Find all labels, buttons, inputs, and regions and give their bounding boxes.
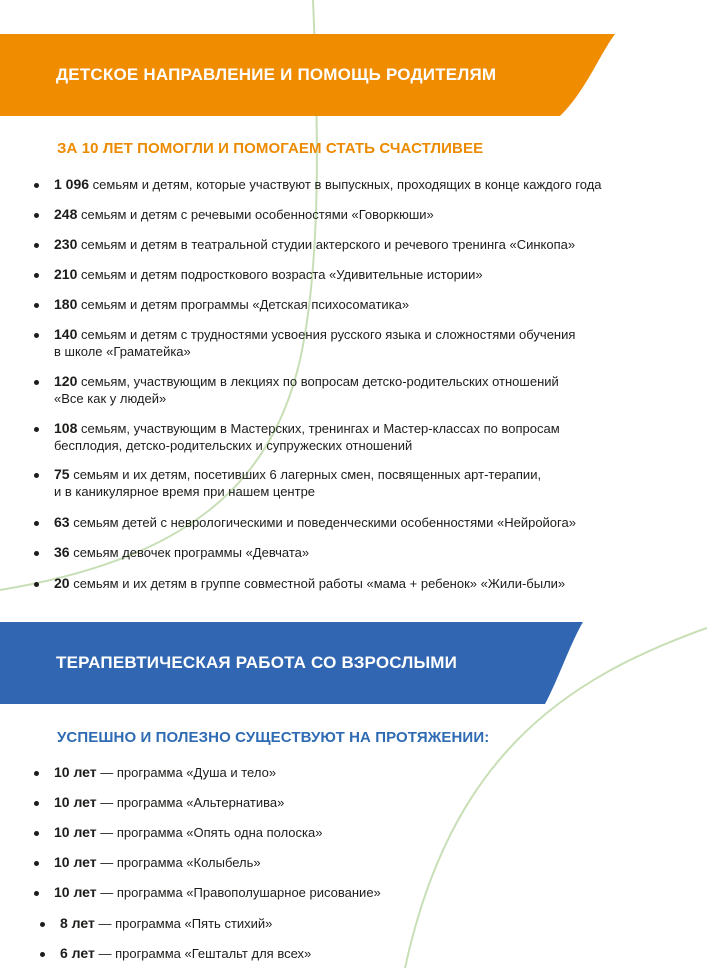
bullet-icon — [34, 473, 39, 478]
item-duration: 8 лет — [60, 915, 95, 931]
item-count: 1 096 — [54, 176, 90, 192]
item-text: семьям и детям с трудностями усвоения русского языка и сложностями обучения — [77, 327, 576, 342]
bullet-icon — [34, 861, 39, 866]
item-count: 75 — [54, 466, 70, 482]
bullet-icon — [34, 582, 39, 587]
item-text: — программа «Душа и тело» — [96, 765, 277, 780]
item-count: 210 — [54, 266, 78, 282]
bullet-icon — [40, 922, 45, 927]
item-duration: 10 лет — [54, 794, 97, 810]
item-count: 230 — [54, 236, 78, 252]
item-count: 108 — [54, 420, 78, 436]
bullet-icon — [34, 801, 39, 806]
children-subtitle: ЗА 10 ЛЕТ ПОМОГЛИ И ПОМОГАЕМ СТАТЬ СЧАСТЛИВЕЕ — [57, 140, 484, 157]
item-text-continuation: в школе «Граматейка» — [54, 344, 191, 359]
item-duration: 6 лет — [60, 945, 95, 961]
adults-subtitle: УСПЕШНО И ПОЛЕЗНО СУЩЕСТВУЮТ НА ПРОТЯЖЕНИИ: — [57, 729, 490, 746]
item-text: — программа «Колыбель» — [96, 855, 261, 870]
item-duration: 10 лет — [54, 884, 97, 900]
item-text: — программа «Опять одна полоска» — [96, 825, 323, 840]
item-text: семьям, участвующим в Мастерских, тренингах и Мастер-классах по вопросам — [77, 421, 560, 436]
item-text: семьям девочек программы «Девчата» — [69, 545, 310, 560]
item-text: — программа «Пять стихий» — [94, 916, 273, 931]
bullet-icon — [34, 333, 39, 338]
bullet-icon — [34, 380, 39, 385]
item-count: 120 — [54, 373, 78, 389]
item-text: семьям и их детям в группе совместной работы «мама + ребенок» «Жили-были» — [69, 576, 566, 591]
bullet-icon — [34, 891, 39, 896]
item-text: — программа «Гештальт для всех» — [94, 946, 312, 961]
bullet-icon — [40, 952, 45, 957]
item-text-continuation: бесплодия, детско-родительских и супружеских отношений — [54, 438, 413, 453]
bullet-icon — [34, 551, 39, 556]
bullet-icon — [34, 273, 39, 278]
bullet-icon — [34, 303, 39, 308]
bullet-icon — [34, 771, 39, 776]
item-text: семьям и детям подросткового возраста «Удивительные истории» — [77, 267, 483, 282]
item-count: 63 — [54, 514, 70, 530]
children-section-title: ДЕТСКОЕ НАПРАВЛЕНИЕ И ПОМОЩЬ РОДИТЕЛЯМ — [56, 65, 497, 84]
item-count: 20 — [54, 575, 70, 591]
item-count: 36 — [54, 544, 70, 560]
bullet-icon — [34, 243, 39, 248]
item-text: семьям и их детям, посетивших 6 лагерных смен, посвященных арт-терапии, — [69, 467, 542, 482]
item-text-continuation: и в каникулярное время при нашем центре — [54, 484, 316, 499]
item-text: семьям и детям с речевыми особенностями «Говоркюши» — [77, 207, 434, 222]
item-text: семьям и детям программы «Детская психосоматика» — [77, 297, 410, 312]
item-text: семьям и детям, которые участвуют в выпускных, проходящих в конце каждого года — [89, 177, 602, 192]
item-count: 140 — [54, 326, 78, 342]
item-text-continuation: «Все как у людей» — [54, 391, 167, 406]
item-duration: 10 лет — [54, 824, 97, 840]
adults-section-banner — [0, 622, 583, 704]
bullet-icon — [34, 831, 39, 836]
bullet-icon — [34, 213, 39, 218]
item-text: семьям и детям в театральной студии актерского и речевого тренинга «Синкопа» — [77, 237, 576, 252]
item-text: семьям, участвующим в лекциях по вопросам детско-родительских отношений — [77, 374, 559, 389]
item-duration: 10 лет — [54, 854, 97, 870]
item-duration: 10 лет — [54, 764, 97, 780]
bullet-icon — [34, 521, 39, 526]
children-section-banner — [0, 34, 615, 116]
item-count: 248 — [54, 206, 78, 222]
item-text: — программа «Правополушарное рисование» — [96, 885, 381, 900]
item-text: — программа «Альтернатива» — [96, 795, 285, 810]
bullet-icon — [34, 183, 39, 188]
item-count: 180 — [54, 296, 78, 312]
item-text: семьям детей с неврологическими и поведенческими особенностями «Нейройога» — [69, 515, 576, 530]
bullet-icon — [34, 427, 39, 432]
adults-section-title: ТЕРАПЕВТИЧЕСКАЯ РАБОТА СО ВЗРОСЛЫМИ — [56, 653, 458, 672]
